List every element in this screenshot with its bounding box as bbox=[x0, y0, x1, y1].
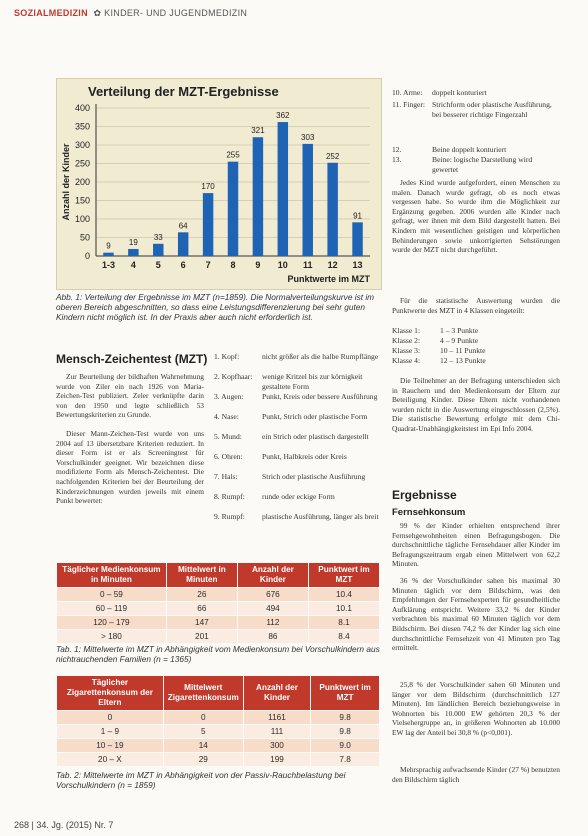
mzt-paragraph-1: Zur Beurteilung der bildhaften Wahrnehmung wurde von Ziler ein nach 1926 von Maria-Zeichen-Test publiziert. Zeler verknüpfte darin von den 1950 und legte schließlich 53 Bewertungskriterien zu Grunde. bbox=[56, 372, 204, 420]
table-cell: 676 bbox=[237, 588, 308, 602]
x-tick-label: 5 bbox=[155, 260, 161, 270]
table2-header-mean: Mittelwert Zigarettenkonsum bbox=[163, 676, 243, 711]
criterion-number: 10. Arme: bbox=[392, 88, 423, 97]
tv-paragraph-1: 99 % der Kinder erhielten entsprechend ihrer Fernsehgewohnheiten einen Befragungsbogen. Die durchschnittliche tägliche Fernsehdauer aller Kinder im Befragungszeitraum ergab einen Mittelwert von 62,2 Minuten. bbox=[392, 521, 560, 569]
bar-value-label: 303 bbox=[301, 132, 315, 142]
tv-heading: Fernsehkonsum bbox=[392, 507, 466, 518]
table-media-consumption bbox=[56, 562, 380, 644]
table-cell: 7.8 bbox=[311, 753, 380, 767]
table-cell: 0 bbox=[57, 711, 164, 725]
criterion-text: nicht größer als die halbe Rumpflänge bbox=[262, 352, 379, 361]
x-tick-label: 6 bbox=[180, 260, 186, 270]
table-cell: > 180 bbox=[57, 630, 167, 644]
statistics-paragraph: Die Teilnehmer an der Befragung unterschieden sich in Rauchern und den Medienkonsum der Eltern zur Beteiligung Kinder. Diese Eltern nicht vorhandenen wurden nicht in die Auswertung eingeschlossen (2,5%). Die statistische Bewertung erfolgte mit dem Chi-Quadrat-Unabhängigkeitstest im Epi Info 2004. bbox=[392, 376, 560, 433]
table-cell: 1161 bbox=[243, 711, 310, 725]
results-heading: Ergebnisse bbox=[392, 488, 457, 502]
y-tick-label: 300 bbox=[74, 140, 90, 150]
class-label: Klasse 4: bbox=[392, 356, 421, 365]
criterion-text: Strichform oder plastische Ausführung, bei besserer richtige Fingerzahl bbox=[432, 100, 552, 119]
table-row bbox=[57, 753, 380, 767]
bar-value-label: 321 bbox=[251, 126, 265, 136]
bar bbox=[352, 222, 362, 256]
y-tick-label: 250 bbox=[74, 158, 90, 169]
criterion-text: Punkt, Strich oder plastische Form bbox=[262, 412, 368, 421]
table2-header-count: Anzahl der Kinder bbox=[243, 676, 310, 711]
table-1-caption: Tab. 1: Mittelwerte im MZT in Abhängigkeit vom Medienkonsum bei Vorschulkindern aus nichtrauchenden Familien (n = 1365) bbox=[56, 644, 380, 664]
bar bbox=[203, 193, 213, 256]
chart-title: Verteilung der MZT-Ergebnisse bbox=[88, 84, 279, 99]
table-cell: 10 – 19 bbox=[57, 739, 164, 753]
class-label: Klasse 2: bbox=[392, 336, 421, 345]
criterion-number: 7. Hals: bbox=[214, 472, 238, 481]
table1-header-mean: Mittelwert in Minuten bbox=[166, 563, 237, 588]
criterion-text: runde oder eckige Form bbox=[262, 492, 335, 501]
bar-value-label: 33 bbox=[153, 232, 163, 242]
class-range: 12 – 13 Punkte bbox=[440, 356, 486, 365]
classification-intro: Für die statistische Auswertung wurden die Punktwerte des MZT in 4 Klassen eingeteilt: bbox=[392, 296, 560, 315]
x-tick-label: 9 bbox=[255, 260, 261, 270]
y-tick-label: 0 bbox=[84, 251, 90, 261]
criterion-text: plastische Ausführung, länger als breit bbox=[262, 512, 379, 521]
table-cell: 112 bbox=[237, 616, 308, 630]
y-tick-label: 350 bbox=[74, 121, 90, 132]
table-row bbox=[57, 588, 380, 602]
bar-chart bbox=[56, 78, 380, 288]
criterion-number: 8. Rumpf: bbox=[214, 492, 245, 501]
criterion-text: Beine: logische Darstellung wird gewertet bbox=[432, 155, 533, 174]
x-axis-label: Punktwerte im MZT bbox=[287, 274, 370, 284]
y-axis-label: Anzahl der Kinder bbox=[61, 143, 71, 221]
tv-paragraph-2: 36 % der Vorschulkinder sahen bis maximal 30 Minuten täglich vor dem Bildschirm, was den Empfehlungen der Fernsehexperten für gesundheitliche Aufklärung entspricht. Weitere 33,2 % der Kinder verbrachten bis maximal 60 Minuten täglich vor dem Bildschirm. Bei diesen 74,2 % der Kinder lag sich eine durchschnittliche Fernsehzeit von 41 Minuten pro Tag ermittelt. bbox=[392, 576, 560, 653]
table-cell: 8.1 bbox=[308, 616, 379, 630]
criterion-number: 3. Augen: bbox=[214, 392, 244, 401]
table-cell: 199 bbox=[243, 753, 310, 767]
table-cell: 10.1 bbox=[308, 602, 379, 616]
bar bbox=[228, 162, 238, 256]
table-cell: 494 bbox=[237, 602, 308, 616]
section-label: SOZIALMEDIZIN bbox=[14, 8, 88, 18]
table2-header-score: Punktwert im MZT bbox=[311, 676, 380, 711]
x-tick-label: 13 bbox=[352, 260, 363, 270]
table-cell: 9.0 bbox=[311, 739, 380, 753]
table-row bbox=[57, 616, 380, 630]
table2-header-cigarettes: Täglicher Zigarettenkonsum der Eltern bbox=[57, 676, 164, 711]
y-tick-label: 100 bbox=[74, 214, 90, 224]
criterion-number: 4. Nase: bbox=[214, 412, 239, 421]
class-range: 10 – 11 Punkte bbox=[440, 346, 486, 355]
table-cell: 0 – 59 bbox=[57, 588, 167, 602]
table-cell: 20 – X bbox=[57, 753, 164, 767]
table-row bbox=[57, 739, 380, 753]
bar bbox=[327, 163, 337, 256]
tv-paragraph-4: Mehrsprachig aufwachsende Kinder (27 %) benutzten den Bildschirm täglich bbox=[392, 765, 560, 784]
x-tick-label: 12 bbox=[327, 260, 338, 270]
criterion-number: 2. Kopfhaar: bbox=[214, 372, 253, 381]
table-row bbox=[57, 725, 380, 739]
bar bbox=[103, 253, 113, 256]
bar bbox=[178, 232, 188, 256]
class-range: 4 – 9 Punkte bbox=[440, 336, 479, 345]
table-cell: 86 bbox=[237, 630, 308, 644]
bar-value-label: 64 bbox=[178, 221, 188, 231]
table-cell: 111 bbox=[243, 725, 310, 739]
x-tick-label: 4 bbox=[130, 260, 136, 270]
criterion-text: doppelt konturiert bbox=[432, 88, 487, 97]
criterion-number: 11. Finger: bbox=[392, 100, 426, 109]
bar bbox=[278, 122, 288, 256]
table-cell: 0 bbox=[163, 711, 243, 725]
table-2-caption: Tab. 2: Mittelwerte im MZT in Abhängigkeit von der Passiv-Rauchbelastung bei Vorschulkindern (n = 1859) bbox=[56, 770, 346, 790]
bar bbox=[302, 144, 312, 256]
mzt-paragraph-2: Dieser Mann-Zeichen-Test wurde von uns 2004 auf 13 übersetzbare Kriterien reduziert. In dieser Form ist er als Screeningtest für Vorschulkinder geeignet. Wir bezeichnen diese modifizierte Form als Mensch-Zeichentest. Die nachfolgenden Kriterien bei der Beurteilung der Kinderzeichnungen wurden jeweils mit einem Punkt bewertet: bbox=[56, 429, 204, 506]
table-smoking bbox=[56, 675, 380, 767]
criterion-number: 6. Ohren: bbox=[214, 452, 243, 461]
table-cell: 120 – 179 bbox=[57, 616, 167, 630]
x-tick-label: 8 bbox=[230, 260, 236, 270]
criterion-text: Punkt, Halbkreis oder Kreis bbox=[262, 452, 347, 461]
x-tick-label: 10 bbox=[277, 260, 288, 270]
criterion-text: wenige Kritzel bis zur körnigkeit gestaltete Form bbox=[262, 372, 363, 391]
criterion-number: 12. bbox=[392, 145, 402, 154]
x-tick-label: 11 bbox=[302, 260, 313, 270]
table-row bbox=[57, 602, 380, 616]
bar-value-label: 362 bbox=[276, 111, 290, 121]
x-tick-label: 1-3 bbox=[101, 260, 115, 270]
figure-1-caption: Abb. 1: Verteilung der Ergebnisse im MZT (n=1859). Die Normalverteilungskurve ist im oberen Bereich abgeschnitten, so dass eine Leistungsdifferenzierung bei sehr guten Kindern nicht möglich ist. In der Praxis aber auch nicht erforderlich ist. bbox=[56, 292, 375, 322]
bar-value-label: 19 bbox=[128, 237, 138, 247]
table-cell: 9.8 bbox=[311, 725, 380, 739]
mzt-heading: Mensch-Zeichentest (MZT) bbox=[56, 352, 208, 366]
table-cell: 9.8 bbox=[311, 711, 380, 725]
page-footer: 268 | 34. Jg. (2015) Nr. 7 bbox=[14, 820, 114, 830]
table-cell: 29 bbox=[163, 753, 243, 767]
table-cell: 1 – 9 bbox=[57, 725, 164, 739]
table-row bbox=[57, 711, 380, 725]
table-cell: 300 bbox=[243, 739, 310, 753]
table-cell: 147 bbox=[166, 616, 237, 630]
bar bbox=[253, 137, 263, 256]
criterion-text: Strich oder plastische Ausführung bbox=[262, 472, 366, 481]
y-tick-label: 150 bbox=[74, 195, 90, 206]
running-header bbox=[14, 8, 247, 19]
table-cell: 5 bbox=[163, 725, 243, 739]
y-tick-label: 200 bbox=[74, 177, 90, 187]
class-label: Klasse 1: bbox=[392, 326, 421, 335]
class-range: 1 – 3 Punkte bbox=[440, 326, 479, 335]
table-cell: 60 – 119 bbox=[57, 602, 167, 616]
table-cell: 8.4 bbox=[308, 630, 379, 644]
x-tick-label: 7 bbox=[205, 260, 211, 270]
table-row bbox=[57, 630, 380, 644]
procedure-paragraph: Jedes Kind wurde aufgefordert, einen Menschen zu malen. Danach wurde gefragt, ob es noch etwas vergessen habe. So wurde ihm die Möglichkeit zur Ergänzung gegeben. 2006 wurden alle Kinder nach gefragt, wer ihnen mit dem Bild dargestellt hatten. Bei Kindern mit wesentlichen geistigen und körperlichen Behinderungen sowie unkorrigierten Sehstörungen wurde der MZT nicht durchgeführt. bbox=[392, 178, 560, 255]
bar bbox=[153, 244, 163, 256]
criterion-text: Beine doppelt konturiert bbox=[432, 145, 507, 154]
table1-header-consumption: Täglicher Medienkonsum in Minuten bbox=[57, 563, 167, 588]
criterion-number: 1. Kopf: bbox=[214, 352, 240, 361]
section-subtitle: ✿ KINDER- UND JUGENDMEDIZIN bbox=[90, 8, 248, 18]
table1-header-count: Anzahl der Kinder bbox=[237, 563, 308, 588]
table1-header-score: Punktwert im MZT bbox=[308, 563, 379, 588]
criterion-number: 5. Mund: bbox=[214, 432, 242, 441]
table-cell: 26 bbox=[166, 588, 237, 602]
table-cell: 10.4 bbox=[308, 588, 379, 602]
bar bbox=[128, 249, 138, 256]
bar-value-label: 9 bbox=[106, 241, 111, 251]
bar-value-label: 170 bbox=[201, 182, 215, 192]
tv-paragraph-3: 25,8 % der Vorschulkinder sahen 60 Minuten und länger vor dem Bildschirm (durchschnittlich 127 Minuten). Im ländlichen Bereich beziehungsweise in Wohnorten bis 10.000 EW gehörten 20,3 % der Vielsehergruppe an, in größeren Wohnorten ab 10.000 EW lag der Anteil bei 30,8 % (p<0,001). bbox=[392, 680, 560, 737]
criterion-text: ein Strich oder plastisch dargestellt bbox=[262, 432, 369, 441]
bar-value-label: 91 bbox=[353, 211, 362, 221]
bar-value-label: 255 bbox=[226, 150, 240, 160]
table-cell: 66 bbox=[166, 602, 237, 616]
bar-value-label: 252 bbox=[325, 151, 340, 161]
table-cell: 201 bbox=[166, 630, 237, 644]
criterion-number: 9. Rumpf: bbox=[214, 512, 245, 521]
criterion-number: 13. bbox=[392, 155, 402, 164]
criterion-text: Punkt, Kreis oder bessere Ausführung bbox=[262, 392, 378, 401]
y-tick-label: 50 bbox=[79, 232, 90, 243]
class-label: Klasse 3: bbox=[392, 346, 421, 355]
table-cell: 14 bbox=[163, 739, 243, 753]
y-tick-label: 400 bbox=[74, 103, 90, 113]
